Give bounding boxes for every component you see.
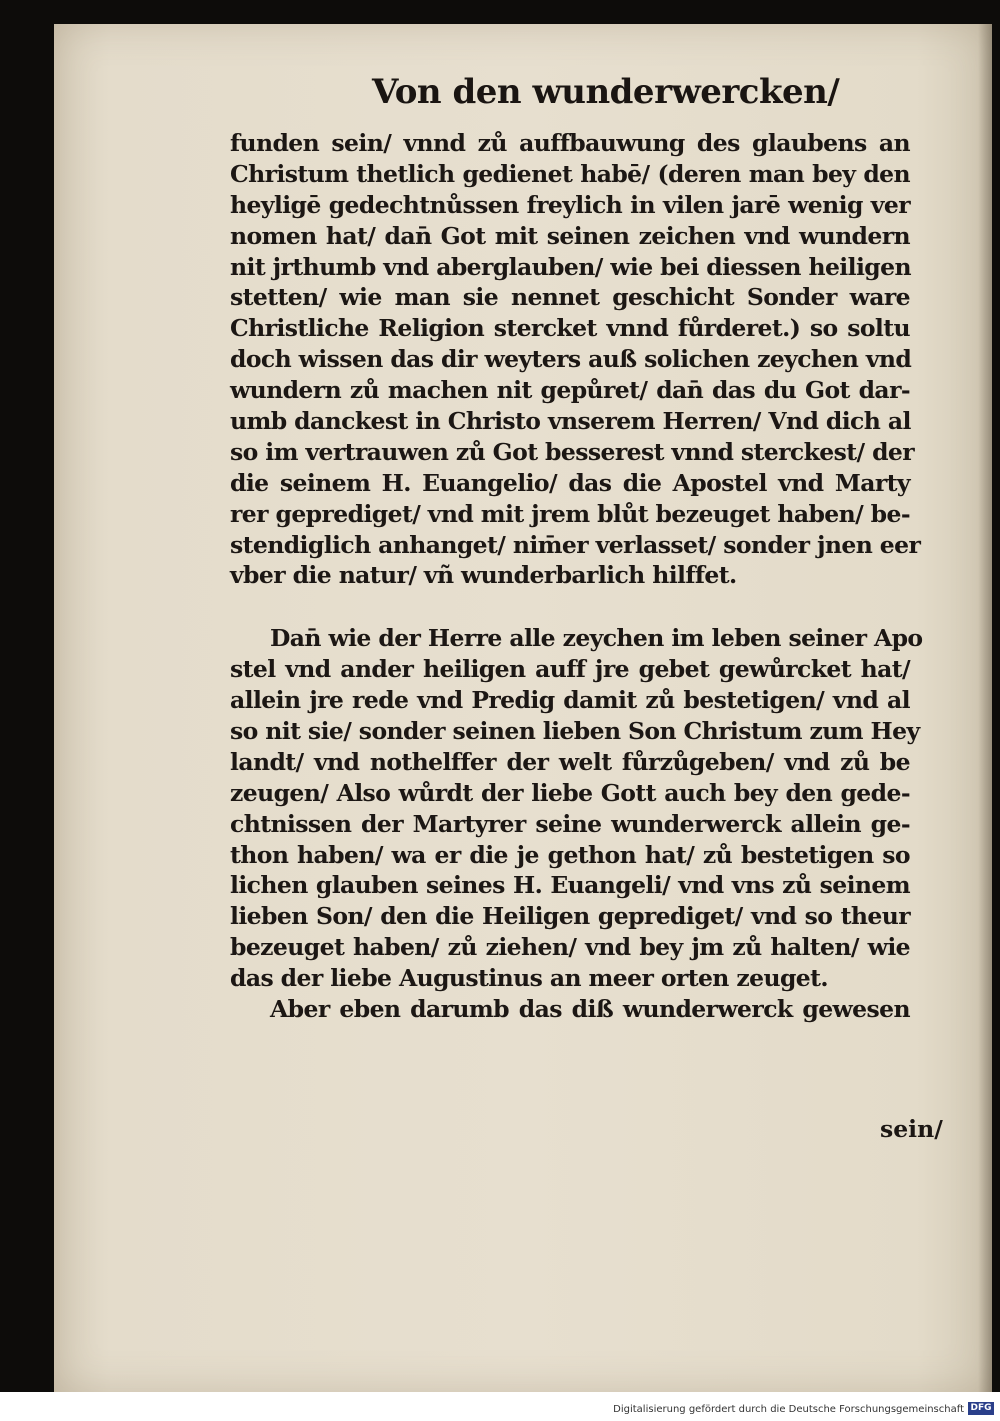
body-text — [230, 128, 923, 1025]
text-line: stetten/ wie man sie nennet geschicht Sonder ware — [230, 283, 910, 312]
text-line: wundern zů machen nit gepůret/ dan̄ das du Got dar- — [230, 376, 910, 405]
text-line: bezeuget haben/ zů ziehen/ vnd bey jm zů halten/ wie — [230, 933, 910, 962]
text-line: landt/ vnd nothelffer der welt fůrzůgeben/ vnd zů be — [230, 747, 910, 776]
page-edge-shadow — [978, 24, 992, 1392]
text-line: umb danckest in Christo vnserem Herren/ Vnd dich al — [230, 407, 911, 436]
text-line: Dan̄ wie der Herre alle zeychen im leben seiner Apo — [270, 624, 923, 653]
text-line: zeugen/ Also wůrdt der liebe Gott auch bey den gede- — [230, 778, 910, 807]
text-line: nit jrthumb vnd aberglauben/ wie bei diessen heiligen — [230, 252, 911, 281]
text-line: allein jre rede vnd Predig damit zů bestetigen/ vnd al — [230, 686, 910, 715]
text-line: stendiglich anhanget/ nim̄er verlasset/ sonder jnen eer — [230, 530, 921, 559]
text-line: so im vertrauwen zů Got besserest vnnd sterckest/ der — [230, 437, 915, 466]
text-line: rer geprediget/ vnd mit jrem blůt bezeuget haben/ be- — [230, 499, 911, 528]
text-line: Christliche Religion stercket vnnd fůrderet.) so soltu — [230, 314, 910, 343]
text-line: die seinem H. Euangelio/ das die Apostel vnd Marty — [230, 468, 910, 497]
text-line: chtnissen der Martyrer seine wunderwerck allein ge- — [230, 809, 910, 838]
text-line: so nit sie/ sonder seinen lieben Son Christum zum Hey — [230, 717, 920, 746]
text-line: Aber eben darumb das diß wunderwerck gewesen — [270, 995, 910, 1024]
paragraph — [230, 994, 910, 1025]
text-line: lichen glauben seines H. Euangeli/ vnd vns zů seinem — [230, 871, 910, 900]
catchword: sein/ — [880, 1115, 943, 1143]
dfg-logo-icon: DFG — [968, 1402, 994, 1415]
text-line: funden sein/ vnnd zů auffbauwung des glaubens an — [230, 129, 910, 157]
paragraph — [230, 128, 921, 591]
text-line: lieben Son/ den die Heiligen geprediget/ vnd so theur — [230, 902, 910, 931]
text-line: vber die natur/ vñ wunderbarlich hilffet. — [230, 561, 737, 590]
text-line: Christum thetlich gedienet habē/ (deren man bey den — [230, 159, 910, 188]
footer-credit: Digitalisierung gefördert durch die Deutsche Forschungsgemeinschaft — [613, 1404, 964, 1415]
text-line: nomen hat/ dan̄ Got mit seinen zeichen vnd wundern — [230, 221, 910, 250]
running-head: Von den wunderwercken/ — [372, 72, 840, 112]
text-line: doch wissen das dir weyters auß solichen zeychen vnd — [230, 345, 912, 374]
text-line: das der liebe Augustinus an meer orten zeuget. — [230, 964, 828, 993]
text-line: heyligē gedechtnůssen freylich in vilen jarē wenig ver — [230, 190, 910, 219]
paragraph-gap — [230, 591, 910, 623]
paragraph — [230, 623, 923, 994]
text-line: stel vnd ander heiligen auff jre gebet gewůrcket hat/ — [230, 655, 910, 684]
text-line: thon haben/ wa er die je gethon hat/ zů bestetigen so — [230, 840, 910, 869]
